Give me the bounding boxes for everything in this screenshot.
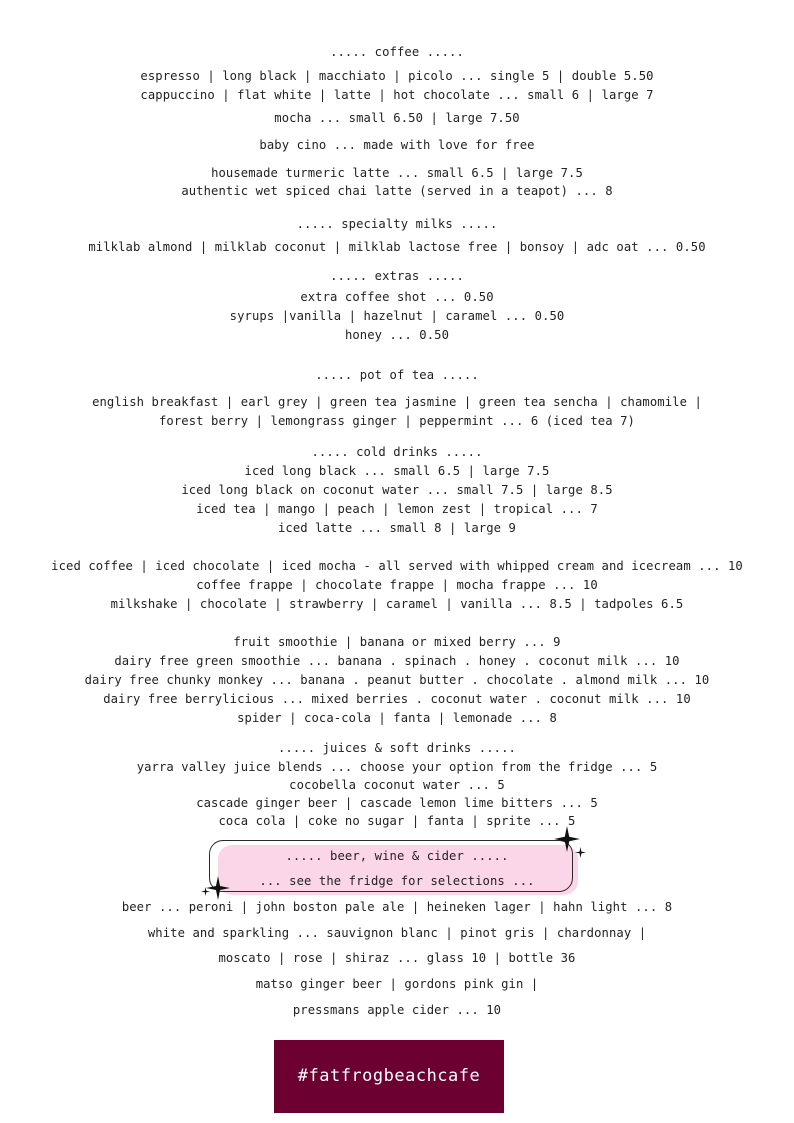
beer-wine-item: moscato | rose | shiraz ... glass 10 | bottle 36 <box>218 951 576 965</box>
cold-drinks-item: iced long black ... small 6.5 | large 7.5 <box>244 464 550 478</box>
cold-drinks-heading: ..... cold drinks ..... <box>311 445 483 459</box>
coffee-item: mocha ... small 6.50 | large 7.50 <box>274 111 520 125</box>
cold-drinks-item: spider | coca-cola | fanta | lemonade ... 8 <box>237 711 557 725</box>
beer-wine-note: ... see the fridge for selections ... <box>259 874 535 888</box>
beer-wine-item: pressmans apple cider ... 10 <box>292 1003 502 1017</box>
juices-item: coca cola | coke no sugar | fanta | sprite ... 5 <box>218 814 576 828</box>
pot-of-tea-heading: ..... pot of tea ..... <box>315 368 479 382</box>
pot-of-tea-item: forest berry | lemongrass ginger | peppermint ... 6 (iced tea 7) <box>159 414 635 428</box>
coffee-item: baby cino ... made with love for free <box>259 138 535 152</box>
beer-wine-heading: ..... beer, wine & cider ..... <box>285 849 509 863</box>
cold-drinks-item: iced latte ... small 8 | large 9 <box>278 521 516 535</box>
specialty-milks-item: milklab almond | milklab coconut | milklab lactose free | bonsoy | adc oat ... 0.50 <box>88 240 706 254</box>
extras-item: extra coffee shot ... 0.50 <box>300 290 494 304</box>
cold-drinks-item: iced coffee | iced chocolate | iced mocha - all served with whipped cream and icecream ... 10 <box>51 559 743 573</box>
coffee-item: housemade turmeric latte ... small 6.5 | large 7.5 <box>211 166 583 180</box>
beer-wine-item: white and sparkling ... sauvignon blanc | pinot gris | chardonnay | <box>147 926 647 940</box>
cold-drinks-item: dairy free green smoothie ... banana . spinach . honey . coconut milk ... 10 <box>114 654 680 668</box>
juices-item: cascade ginger beer | cascade lemon lime bitters ... 5 <box>196 796 598 810</box>
beer-wine-item: matso ginger beer | gordons pink gin | <box>255 977 539 991</box>
extras-item: honey ... 0.50 <box>344 328 450 342</box>
coffee-item: authentic wet spiced chai latte (served in a teapot) ... 8 <box>181 184 613 198</box>
coffee-heading: ..... coffee ..... <box>330 45 464 59</box>
juices-item: cocobella coconut water ... 5 <box>289 778 505 792</box>
extras-heading: ..... extras ..... <box>330 269 464 283</box>
extras-item: syrups |vanilla | hazelnut | caramel ... 0.50 <box>229 309 565 323</box>
cold-drinks-item: coffee frappe | chocolate frappe | mocha frappe ... 10 <box>196 578 598 592</box>
cold-drinks-item: milkshake | chocolate | strawberry | caramel | vanilla ... 8.5 | tadpoles 6.5 <box>110 597 684 611</box>
cold-drinks-item: dairy free chunky monkey ... banana . peanut butter . chocolate . almond milk ... 10 <box>84 673 710 687</box>
beer-wine-item: beer ... peroni | john boston pale ale | heineken lager | hahn light ... 8 <box>121 900 673 914</box>
cold-drinks-item: fruit smoothie | banana or mixed berry ... 9 <box>233 635 561 649</box>
cold-drinks-item: iced long black on coconut water ... small 7.5 | large 8.5 <box>181 483 613 497</box>
pot-of-tea-item: english breakfast | earl grey | green tea jasmine | green tea sencha | chamomile | <box>92 395 702 409</box>
specialty-milks-heading: ..... specialty milks ..... <box>296 217 498 231</box>
hashtag-banner: #fatfrogbeachcafe <box>274 1040 504 1113</box>
coffee-item: cappuccino | flat white | latte | hot chocolate ... small 6 | large 7 <box>140 88 654 102</box>
juices-heading: ..... juices & soft drinks ..... <box>278 741 516 755</box>
juices-item: yarra valley juice blends ... choose your option from the fridge ... 5 <box>136 760 658 774</box>
cold-drinks-item: iced tea | mango | peach | lemon zest | tropical ... 7 <box>196 502 598 516</box>
coffee-item: espresso | long black | macchiato | picolo ... single 5 | double 5.50 <box>140 69 654 83</box>
cold-drinks-item: dairy free berrylicious ... mixed berries . coconut water . coconut milk ... 10 <box>103 692 691 706</box>
